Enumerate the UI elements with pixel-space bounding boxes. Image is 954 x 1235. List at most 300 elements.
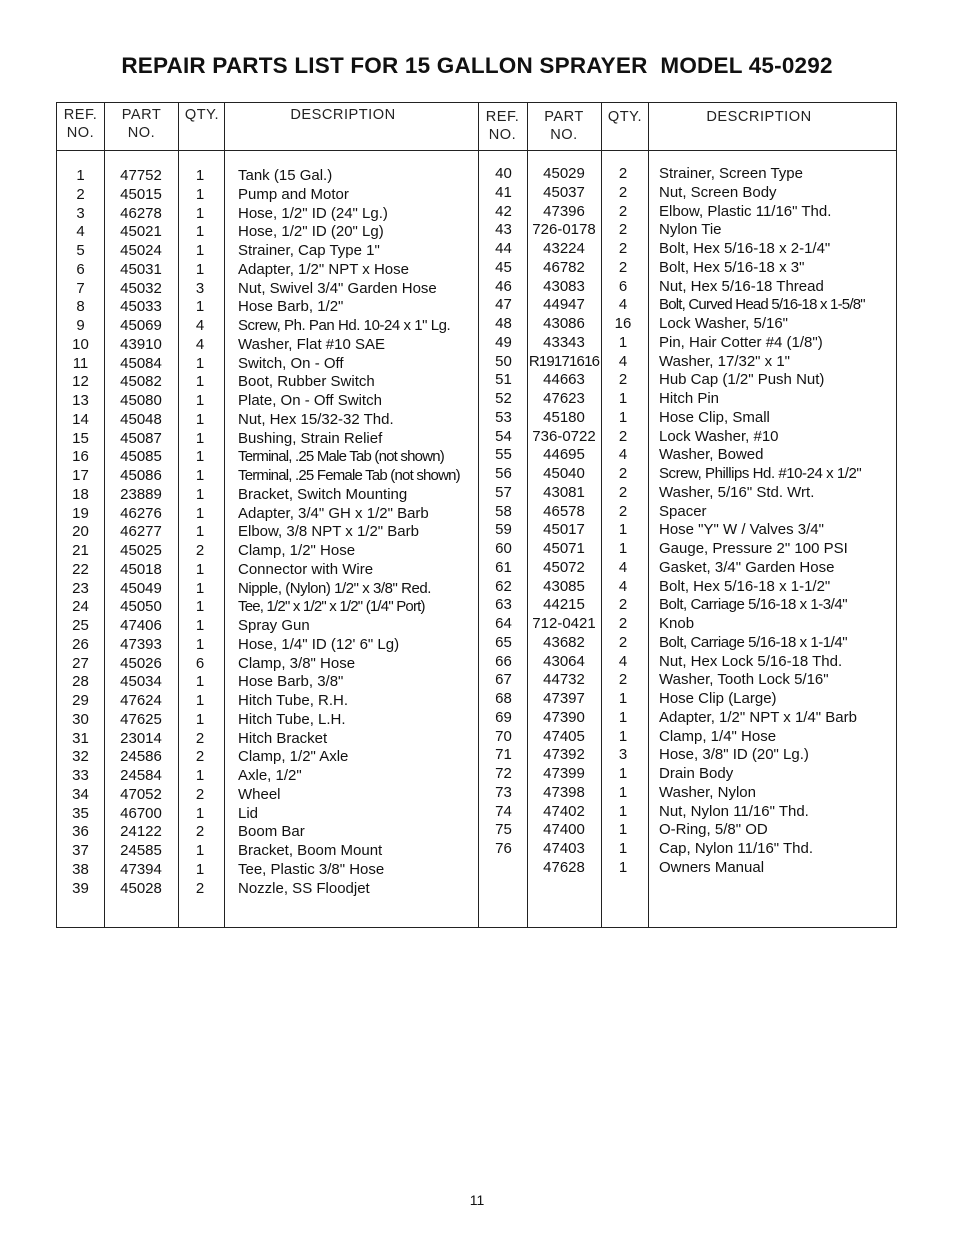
table-row xyxy=(0,184,954,203)
ref-number-cell: 72 xyxy=(495,765,512,782)
ref-number-cell: 35 xyxy=(72,804,89,822)
table-row xyxy=(0,278,954,297)
description-cell: Pump and Motor xyxy=(238,185,349,203)
description-cell: Washer, 17/32" x 1" xyxy=(659,352,790,370)
description-cell: Hose, 1/2" ID (20" Lg) xyxy=(238,223,384,241)
quantity-cell: 2 xyxy=(618,465,628,482)
quantity-cell: 1 xyxy=(195,354,205,372)
part-number-cell: 43086 xyxy=(543,315,585,332)
ref-number-cell: 61 xyxy=(495,558,512,576)
ref-number-cell: 74 xyxy=(495,802,512,820)
description-cell: Nut, Nylon 11/16" Thd. xyxy=(659,802,809,820)
description-cell: Pin, Hair Cotter #4 (1/8") xyxy=(659,333,823,351)
description-cell: Adapter, 3/4" GH x 1/2" Barb xyxy=(238,504,429,522)
description-cell: Hitch Pin xyxy=(659,390,720,407)
description-cell: Plate, On - Off Switch xyxy=(238,392,382,409)
header-part-line2: NO. xyxy=(550,127,578,143)
quantity-cell: 2 xyxy=(195,748,205,766)
header-part-line1: PART xyxy=(544,109,584,125)
ref-number-cell: 34 xyxy=(72,785,89,803)
quantity-cell: 1 xyxy=(195,204,205,222)
table-row xyxy=(0,671,954,690)
part-number-cell: 43224 xyxy=(543,240,585,257)
ref-number-cell: 27 xyxy=(72,654,89,672)
part-number-cell: 47625 xyxy=(120,710,162,728)
quantity-cell: 1 xyxy=(195,242,205,259)
description-cell: O-Ring, 5/8" OD xyxy=(659,821,768,839)
description-cell: Bolt, Carriage 5/16-18 x 1-3/4" xyxy=(659,596,848,614)
ref-number-cell: 43 xyxy=(495,221,512,239)
table-row xyxy=(0,634,954,653)
ref-number-cell: 45 xyxy=(495,258,512,276)
quantity-cell: 2 xyxy=(618,427,628,445)
quantity-cell: 2 xyxy=(618,165,628,182)
ref-number-cell: 9 xyxy=(76,317,85,334)
part-number-cell: 24586 xyxy=(120,748,162,766)
description-cell: Hose, 3/8" ID (20" Lg.) xyxy=(659,746,809,764)
part-number-cell: 726-0178 xyxy=(532,221,596,239)
description-cell: Cap, Nylon 11/16" Thd. xyxy=(659,840,814,857)
header-ref-no xyxy=(57,106,104,142)
description-cell: Clamp, 3/8" Hose xyxy=(238,654,356,672)
quantity-cell: 1 xyxy=(195,598,205,616)
header-description: DESCRIPTION xyxy=(706,109,812,125)
ref-number-cell: 20 xyxy=(72,523,89,541)
part-number-cell: 46578 xyxy=(543,502,585,520)
quantity-cell: 2 xyxy=(618,240,628,257)
part-number-cell: 47052 xyxy=(120,785,162,803)
description-cell: Hitch Tube, L.H. xyxy=(238,710,346,728)
description-cell: Washer, Nylon xyxy=(659,783,756,801)
ref-number-cell: 41 xyxy=(495,183,512,201)
part-number-cell: 736-0722 xyxy=(532,427,596,445)
part-number-cell: 23889 xyxy=(120,485,162,503)
part-number-cell: 43064 xyxy=(543,652,585,670)
part-number-cell: 47624 xyxy=(120,692,162,709)
description-cell: Elbow, Plastic 11/16" Thd. xyxy=(659,202,832,220)
ref-number-cell: 70 xyxy=(495,727,512,745)
part-number-cell: 44663 xyxy=(543,371,585,389)
quantity-cell: 1 xyxy=(618,333,628,351)
description-cell: Nozzle, SS Floodjet xyxy=(238,879,370,897)
quantity-cell: 1 xyxy=(195,767,205,784)
ref-number-cell: 5 xyxy=(76,242,85,259)
part-number-cell: 45025 xyxy=(120,542,162,559)
quantity-cell: 2 xyxy=(618,596,628,614)
header-ref-line1: REF. xyxy=(63,107,98,123)
ref-number-cell: 68 xyxy=(495,690,512,707)
quantity-cell: 3 xyxy=(618,746,628,764)
ref-number-cell: 14 xyxy=(72,410,89,428)
part-number-cell: 46277 xyxy=(120,523,162,541)
ref-number-cell: 46 xyxy=(495,277,512,295)
ref-number-cell: 37 xyxy=(72,842,89,859)
part-number-cell: 24122 xyxy=(120,823,162,841)
quantity-cell: 4 xyxy=(618,352,628,370)
quantity-cell: 1 xyxy=(195,298,205,316)
part-number-cell: 47628 xyxy=(543,858,585,876)
quantity-cell: 1 xyxy=(195,673,205,691)
description-cell: Tank (15 Gal.) xyxy=(238,167,333,184)
part-number-cell: 43910 xyxy=(120,335,162,353)
quantity-cell: 2 xyxy=(618,615,628,632)
part-number-cell: 47406 xyxy=(120,617,162,634)
ref-number-cell: 12 xyxy=(72,373,89,391)
table-row xyxy=(0,615,954,634)
description-cell: Nut, Hex Lock 5/16-18 Thd. xyxy=(659,652,843,670)
quantity-cell: 1 xyxy=(618,708,628,726)
description-cell: Bolt, Hex 5/16-18 x 3" xyxy=(659,258,805,276)
description-cell: Tee, 1/2" x 1/2" x 1/2" (1/4" Port) xyxy=(238,598,425,616)
part-number-cell: 47394 xyxy=(120,860,162,878)
description-cell: Nipple, (Nylon) 1/2" x 3/8" Red. xyxy=(238,579,432,597)
part-number-cell: 47400 xyxy=(543,821,585,839)
quantity-cell: 2 xyxy=(618,183,628,201)
quantity-cell: 1 xyxy=(195,410,205,428)
description-cell: Bolt, Carriage 5/16-18 x 1-1/4" xyxy=(659,633,848,651)
quantity-cell: 2 xyxy=(618,502,628,520)
part-number-cell: 45026 xyxy=(120,654,162,672)
ref-number-cell: 25 xyxy=(72,617,89,634)
part-number-cell: 45071 xyxy=(543,540,585,557)
quantity-cell: 1 xyxy=(618,858,628,876)
quantity-cell: 2 xyxy=(618,258,628,276)
part-number-cell: 45031 xyxy=(120,260,162,278)
ref-number-cell: 36 xyxy=(72,823,89,841)
description-cell: Washer, Flat #10 SAE xyxy=(238,335,386,353)
description-cell: Switch, On - Off xyxy=(238,354,344,372)
ref-number-cell: 42 xyxy=(495,202,512,220)
ref-number-cell: 8 xyxy=(76,298,85,316)
ref-number-cell: 7 xyxy=(76,279,85,297)
table-row xyxy=(0,353,954,372)
description-cell: Screw, Phillips Hd. #10-24 x 1/2" xyxy=(659,465,862,482)
description-cell: Hose "Y" W / Valves 3/4" xyxy=(659,521,824,539)
description-cell: Bracket, Boom Mount xyxy=(238,842,383,859)
ref-number-cell: 50 xyxy=(495,352,512,370)
part-number-cell: 45034 xyxy=(120,673,162,691)
part-number-cell: 43081 xyxy=(543,483,585,501)
table-row xyxy=(0,203,954,222)
part-number-cell: 47752 xyxy=(120,167,162,184)
description-cell: Adapter, 1/2" NPT x 1/4" Barb xyxy=(659,708,857,726)
table-row xyxy=(0,371,954,390)
quantity-cell: 1 xyxy=(195,617,205,634)
ref-number-cell: 33 xyxy=(72,767,89,784)
part-number-cell: 45086 xyxy=(120,467,162,484)
description-cell: Nut, Hex 5/16-18 Thread xyxy=(659,277,824,295)
description-cell: Nut, Screen Body xyxy=(659,183,777,201)
ref-number-cell: 26 xyxy=(72,635,89,653)
part-number-cell: 47405 xyxy=(543,727,585,745)
quantity-cell: 2 xyxy=(195,823,205,841)
quantity-cell: 1 xyxy=(195,167,205,184)
table-row xyxy=(0,465,954,484)
description-cell: Boom Bar xyxy=(238,823,305,841)
header-divider xyxy=(56,150,897,151)
part-number-cell: 45024 xyxy=(120,242,162,259)
description-cell: Axle, 1/2" xyxy=(238,767,302,784)
header-ref-line2: NO. xyxy=(488,127,517,143)
ref-number-cell: 44 xyxy=(495,240,512,257)
description-cell: Terminal, .25 Female Tab (not shown) xyxy=(238,467,460,484)
part-number-cell: 45180 xyxy=(543,408,585,426)
part-number-cell: 46276 xyxy=(120,504,162,522)
table-row xyxy=(0,765,954,784)
quantity-cell: 1 xyxy=(195,185,205,203)
part-number-cell: 45048 xyxy=(120,410,162,428)
header-part-no xyxy=(527,108,601,144)
quantity-cell: 1 xyxy=(195,485,205,503)
table-row xyxy=(0,880,954,899)
description-cell: Terminal, .25 Male Tab (not shown) xyxy=(238,448,444,466)
ref-number-cell: 59 xyxy=(495,521,512,539)
part-number-cell: 43085 xyxy=(543,577,585,595)
part-number-cell: 46782 xyxy=(543,258,585,276)
part-number-cell: 47403 xyxy=(543,840,585,857)
part-number-cell: 47396 xyxy=(543,202,585,220)
quantity-cell: 1 xyxy=(618,408,628,426)
ref-number-cell: 30 xyxy=(72,710,89,728)
part-number-cell: 43343 xyxy=(543,333,585,351)
table-row xyxy=(0,859,954,878)
part-number-cell: 45084 xyxy=(120,354,162,372)
description-cell: Hose Barb, 3/8" xyxy=(238,673,344,691)
ref-number-cell: 75 xyxy=(495,821,512,839)
quantity-cell: 2 xyxy=(618,633,628,651)
description-cell: Washer, Bowed xyxy=(659,446,764,464)
ref-number-cell: 2 xyxy=(76,185,85,203)
quantity-cell: 1 xyxy=(195,467,205,484)
ref-number-cell: 13 xyxy=(72,392,89,409)
description-cell: Hitch Tube, R.H. xyxy=(238,692,349,709)
ref-number-cell: 60 xyxy=(495,540,512,557)
quantity-cell: 1 xyxy=(618,840,628,857)
description-cell: Wheel xyxy=(238,785,281,803)
ref-number-cell: 56 xyxy=(495,465,512,482)
part-number-cell: 45033 xyxy=(120,298,162,316)
part-number-cell: 46700 xyxy=(120,804,162,822)
part-number-cell: 47399 xyxy=(543,765,585,782)
table-row xyxy=(0,296,954,315)
quantity-cell: 2 xyxy=(618,371,628,389)
part-number-cell: 47390 xyxy=(543,708,585,726)
table-row xyxy=(0,559,954,578)
quantity-cell: 1 xyxy=(195,260,205,278)
part-number-cell: 45029 xyxy=(543,165,585,182)
part-number-cell: 44732 xyxy=(543,671,585,689)
quantity-cell: 1 xyxy=(195,448,205,466)
quantity-cell: 1 xyxy=(195,860,205,878)
header-qty: QTY. xyxy=(607,109,643,125)
description-cell: Nut, Hex 15/32-32 Thd. xyxy=(238,410,394,428)
description-cell: Bushing, Strain Relief xyxy=(238,429,383,447)
table-row xyxy=(0,240,954,259)
table-row xyxy=(0,803,954,822)
quantity-cell: 1 xyxy=(618,690,628,707)
table-row xyxy=(0,840,954,859)
ref-number-cell: 54 xyxy=(495,427,512,445)
description-cell: Nylon Tie xyxy=(659,221,722,239)
quantity-cell: 4 xyxy=(618,446,628,464)
part-number-cell: 45018 xyxy=(120,560,162,578)
description-cell: Hose, 1/4" ID (12' 6" Lg) xyxy=(238,635,400,653)
quantity-cell: 6 xyxy=(195,654,205,672)
table-row xyxy=(0,746,954,765)
quantity-cell: 1 xyxy=(195,635,205,653)
part-number-cell: 45069 xyxy=(120,317,162,334)
ref-number-cell: 64 xyxy=(495,615,512,632)
ref-number-cell: 51 xyxy=(495,371,512,389)
ref-number-cell: 65 xyxy=(495,633,512,651)
ref-number-cell: 49 xyxy=(495,333,512,351)
part-number-cell: 45080 xyxy=(120,392,162,409)
part-number-cell: 43083 xyxy=(543,277,585,295)
part-number-cell: 45082 xyxy=(120,373,162,391)
quantity-cell: 1 xyxy=(618,765,628,782)
ref-number-cell: 31 xyxy=(72,729,89,747)
ref-number-cell: 3 xyxy=(76,204,85,222)
part-number-cell: 47392 xyxy=(543,746,585,764)
quantity-cell: 1 xyxy=(618,540,628,557)
description-cell: Bracket, Switch Mounting xyxy=(238,485,408,503)
ref-number-cell: 24 xyxy=(72,598,89,616)
ref-number-cell: 63 xyxy=(495,596,512,614)
part-number-cell: 45028 xyxy=(120,879,162,897)
quantity-cell: 2 xyxy=(618,221,628,239)
table-row xyxy=(0,709,954,728)
quantity-cell: 1 xyxy=(195,692,205,709)
part-number-cell: 45049 xyxy=(120,579,162,597)
header-qty: QTY. xyxy=(184,107,220,123)
ref-number-cell: 39 xyxy=(72,879,89,897)
quantity-cell: 2 xyxy=(618,671,628,689)
part-number-cell: 45087 xyxy=(120,429,162,447)
description-cell: Clamp, 1/2" Hose xyxy=(238,542,356,559)
header-description: DESCRIPTION xyxy=(290,107,396,123)
quantity-cell: 4 xyxy=(618,652,628,670)
part-number-cell: 45021 xyxy=(120,223,162,241)
part-number-cell: 44947 xyxy=(543,296,585,314)
description-cell: Clamp, 1/2" Axle xyxy=(238,748,349,766)
quantity-cell: 4 xyxy=(618,577,628,595)
ref-number-cell: 58 xyxy=(495,502,512,520)
ref-number-cell: 76 xyxy=(495,840,512,857)
part-number-cell: 44215 xyxy=(543,596,585,614)
ref-number-cell: 62 xyxy=(495,577,512,595)
table-row xyxy=(0,728,954,747)
part-number-cell: 43682 xyxy=(543,633,585,651)
table-row xyxy=(0,259,954,278)
description-cell: Washer, 5/16" Std. Wrt. xyxy=(659,483,815,501)
header-part-line2: NO. xyxy=(127,125,156,141)
table-row xyxy=(0,596,954,615)
ref-number-cell: 67 xyxy=(495,671,512,689)
description-cell: Boot, Rubber Switch xyxy=(238,373,375,391)
header-part-line1: PART xyxy=(121,107,162,123)
description-cell: Bolt, Curved Head 5/16-18 x 1-5/8" xyxy=(659,296,865,314)
table-row xyxy=(0,446,954,465)
description-cell: Hose Clip (Large) xyxy=(659,690,777,707)
table-row xyxy=(0,521,954,540)
table-row xyxy=(0,409,954,428)
description-cell: Nut, Swivel 3/4" Garden Hose xyxy=(238,279,437,297)
description-cell: Elbow, 3/8 NPT x 1/2" Barb xyxy=(238,523,419,541)
description-cell: Screw, Ph. Pan Hd. 10-24 x 1" Lg. xyxy=(238,317,451,334)
description-cell: Spray Gun xyxy=(238,617,310,634)
quantity-cell: 1 xyxy=(195,523,205,541)
ref-number-cell: 40 xyxy=(495,165,512,182)
quantity-cell: 16 xyxy=(614,315,632,332)
ref-number-cell: 32 xyxy=(72,748,89,766)
ref-number-cell: 10 xyxy=(72,335,89,353)
table-row xyxy=(0,578,954,597)
ref-number-cell: 38 xyxy=(72,860,89,878)
quantity-cell: 2 xyxy=(195,729,205,747)
page-title: REPAIR PARTS LIST FOR 15 GALLON SPRAYER MODEL 45-0292 xyxy=(121,53,833,78)
ref-number-cell: 11 xyxy=(72,354,89,372)
ref-number-cell: 23 xyxy=(72,579,89,597)
ref-number-cell: 69 xyxy=(495,708,512,726)
part-number-cell: R19171616 xyxy=(528,352,600,370)
part-number-cell: 712-0421 xyxy=(532,615,596,632)
part-number-cell: 24585 xyxy=(120,842,162,859)
table-row xyxy=(0,784,954,803)
quantity-cell: 1 xyxy=(195,373,205,391)
ref-number-cell: 57 xyxy=(495,483,512,501)
quantity-cell: 1 xyxy=(195,842,205,859)
table-row xyxy=(0,821,954,840)
part-number-cell: 47393 xyxy=(120,635,162,653)
ref-number-cell: 53 xyxy=(495,408,512,426)
quantity-cell: 4 xyxy=(618,296,628,314)
description-cell: Hose, 1/2" ID (24" Lg.) xyxy=(238,204,388,222)
ref-number-cell: 29 xyxy=(72,692,89,709)
part-number-cell: 45072 xyxy=(543,558,585,576)
description-cell: Gasket, 3/4" Garden Hose xyxy=(659,558,835,576)
part-number-cell: 45032 xyxy=(120,279,162,297)
ref-number-cell: 21 xyxy=(72,542,89,559)
quantity-cell: 4 xyxy=(195,335,205,353)
quantity-cell: 2 xyxy=(195,542,205,559)
part-number-cell: 46278 xyxy=(120,204,162,222)
description-cell: Bolt, Hex 5/16-18 x 2-1/4" xyxy=(659,240,831,257)
ref-number-cell: 73 xyxy=(495,783,512,801)
ref-number-cell: 22 xyxy=(72,560,89,578)
description-cell: Hitch Bracket xyxy=(238,729,328,747)
header-ref-no xyxy=(478,108,527,144)
part-number-cell: 45040 xyxy=(543,465,585,482)
quantity-cell: 1 xyxy=(618,821,628,839)
ref-number-cell: 66 xyxy=(495,652,512,670)
quantity-cell: 2 xyxy=(195,879,205,897)
quantity-cell: 1 xyxy=(195,504,205,522)
description-cell: Strainer, Screen Type xyxy=(659,165,803,182)
table-row xyxy=(0,690,954,709)
description-cell: Hose Barb, 1/2" xyxy=(238,298,344,316)
description-cell: Tee, Plastic 3/8" Hose xyxy=(238,860,385,878)
table-row xyxy=(0,503,954,522)
description-cell: Clamp, 1/4" Hose xyxy=(659,727,777,745)
ref-number-cell: 52 xyxy=(495,390,512,407)
table-row xyxy=(0,315,954,334)
quantity-cell: 1 xyxy=(618,390,628,407)
part-number-cell: 45037 xyxy=(543,183,585,201)
ref-number-cell: 15 xyxy=(72,429,89,447)
quantity-cell: 2 xyxy=(195,785,205,803)
ref-number-cell: 47 xyxy=(495,296,512,314)
table-row xyxy=(0,653,954,672)
